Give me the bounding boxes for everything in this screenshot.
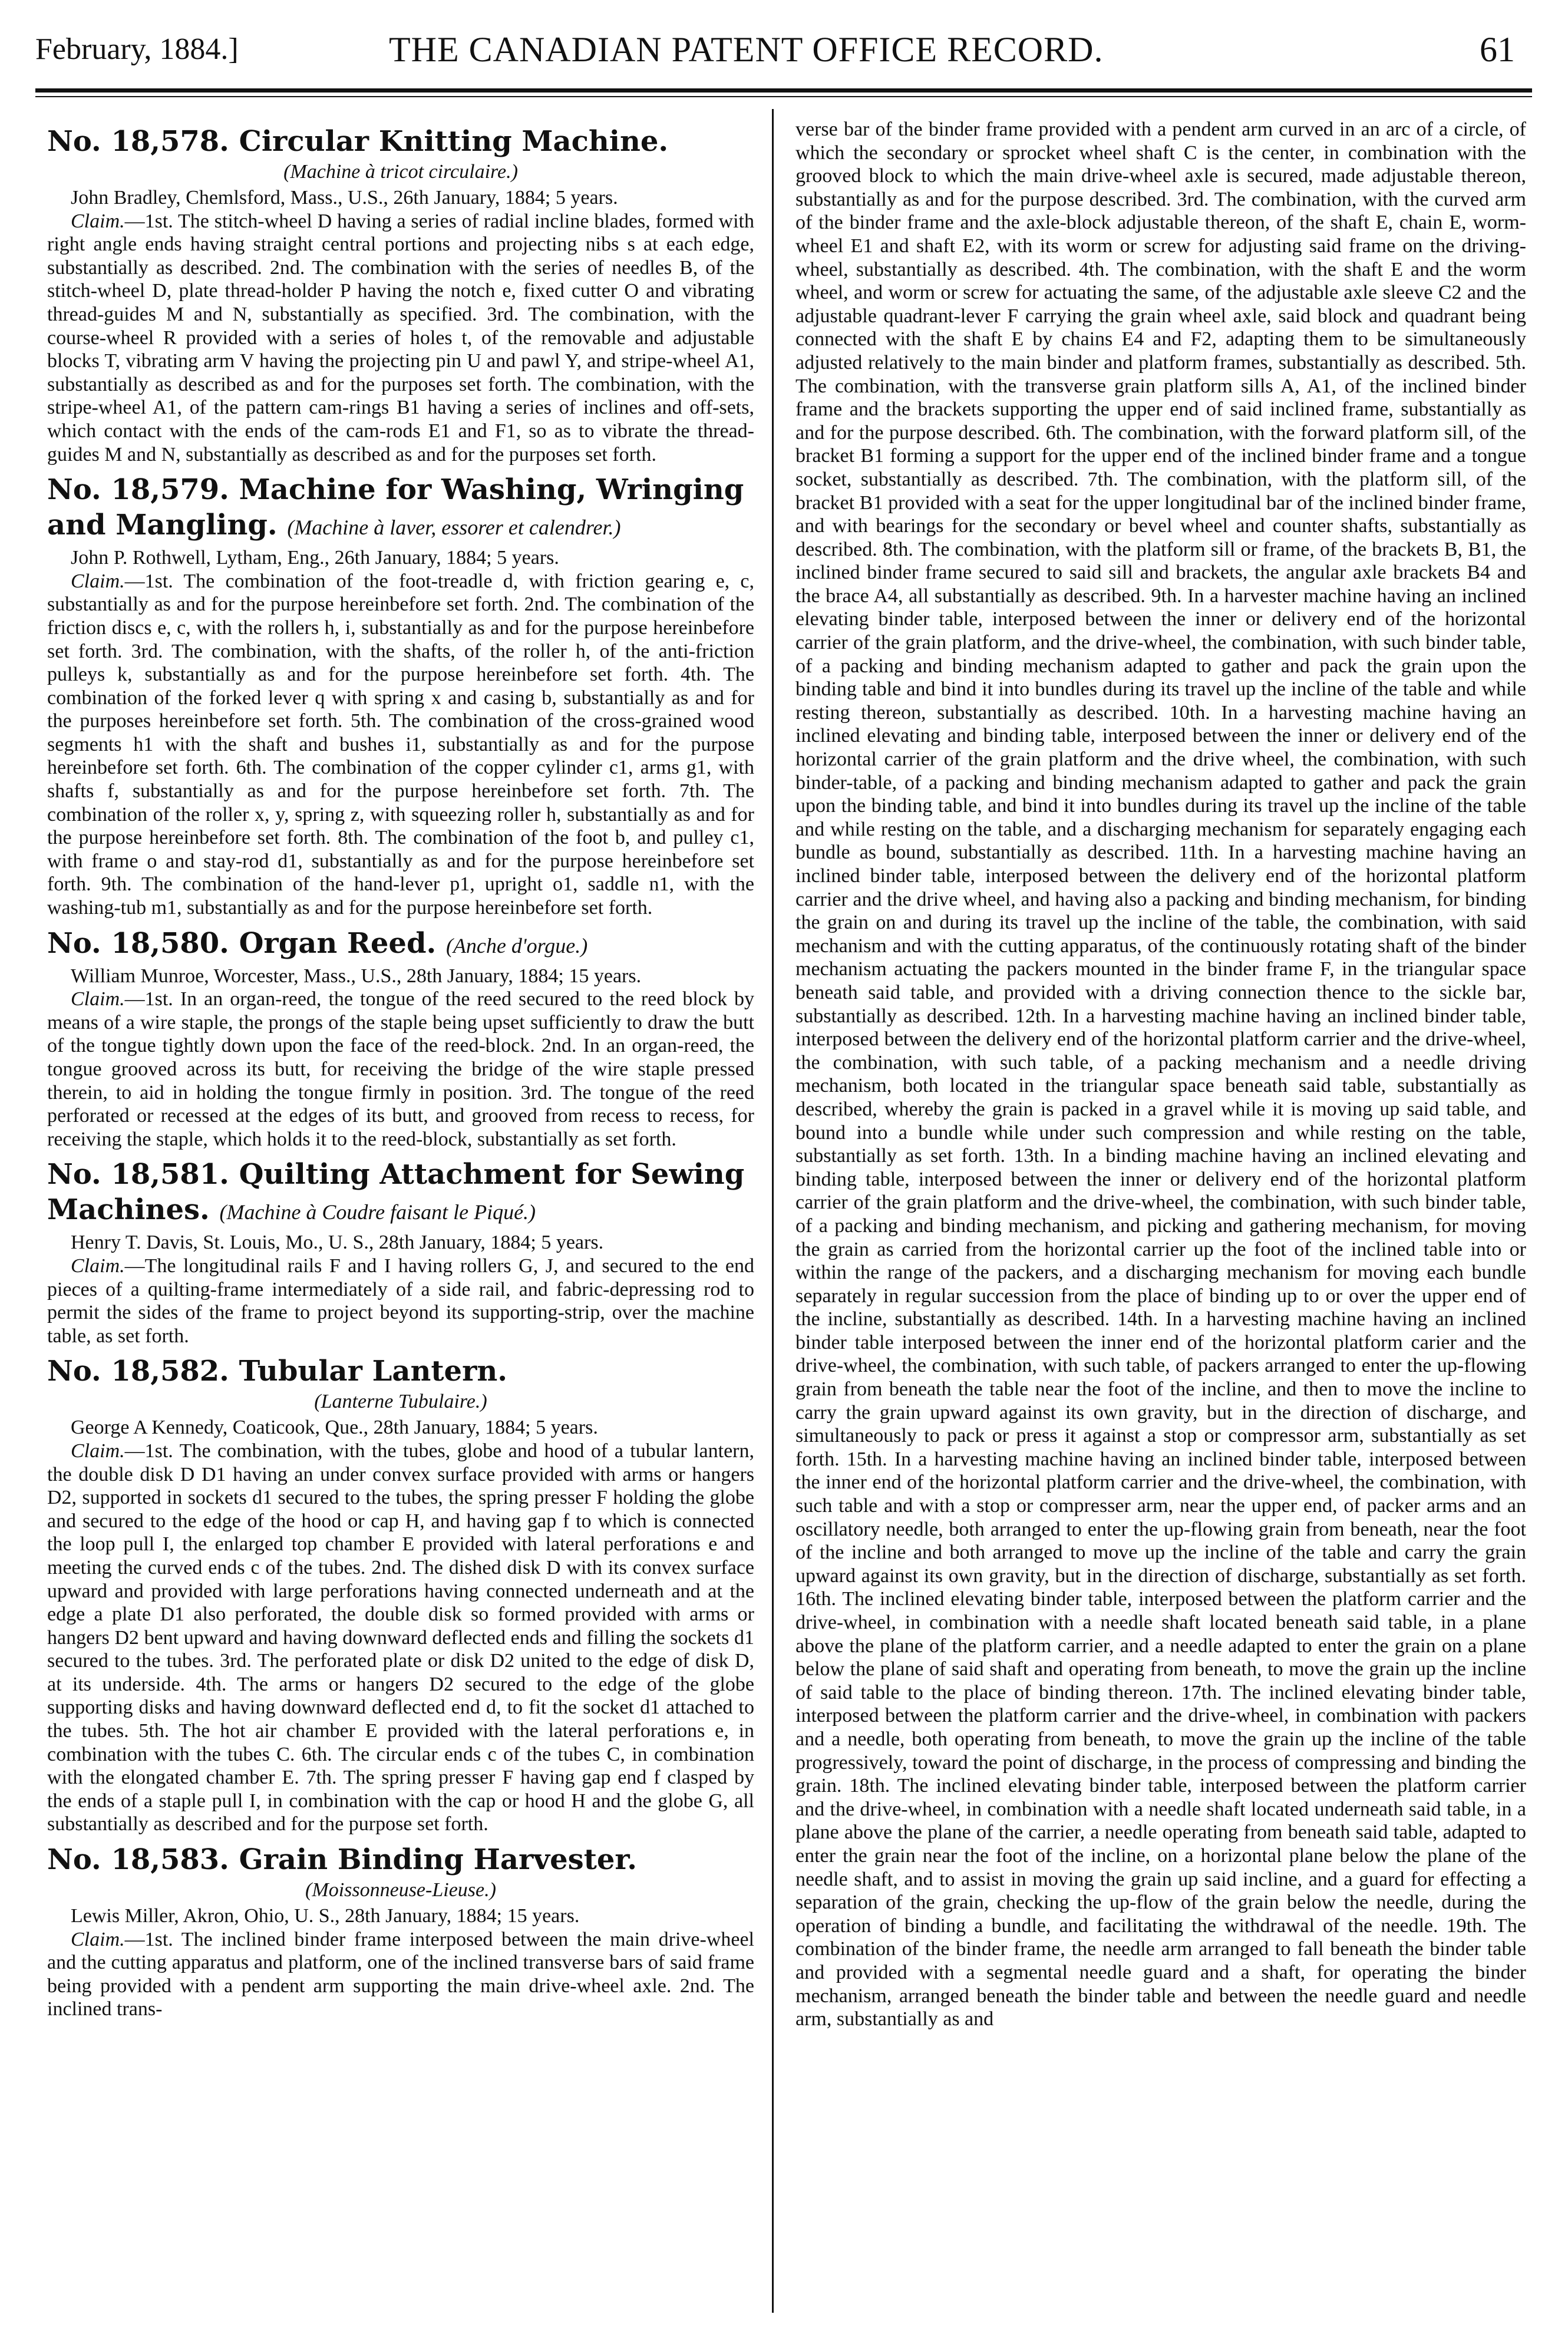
patent-claim	[47, 1440, 754, 1836]
page-number: 61	[1480, 30, 1515, 69]
patent-entry	[47, 1353, 754, 1836]
patent-heading	[47, 1157, 754, 1230]
patent-number: No. 18,582.	[47, 1355, 229, 1388]
patent-claim	[47, 988, 754, 1151]
patent-title: Circular Knitting Machine.	[239, 125, 669, 158]
patent-claim	[47, 1254, 754, 1348]
patent-heading	[47, 472, 754, 545]
claim-label: Claim.	[71, 210, 125, 232]
patent-heading	[47, 124, 754, 159]
claim-label: Claim.	[71, 1254, 125, 1277]
patent-inventor: William Munroe, Worcester, Mass., U.S., 28th January, 1884; 15 years.	[71, 965, 642, 987]
patent-heading	[47, 926, 754, 963]
patent-title: Grain Binding Harvester.	[239, 1843, 638, 1877]
patent-number: No. 18,580.	[47, 926, 229, 960]
patent-french-title: (Machine à tricot circulaire.)	[283, 161, 518, 183]
patent-french-title: (Moissonneuse-Lieuse.)	[305, 1879, 496, 1901]
patent-claim	[47, 1928, 754, 2021]
patent-inventor: John Bradley, Chemlsford, Mass., U.S., 26th January, 1884; 5 years.	[71, 187, 618, 209]
patent-title: Tubular Lantern.	[239, 1355, 507, 1388]
patent-number: No. 18,578.	[47, 125, 229, 158]
header-rule-thin	[35, 96, 1532, 97]
patent-entry	[47, 124, 754, 466]
claim-label: Claim.	[71, 1440, 125, 1462]
claim-text: —The longitudinal rails F and I having rollers G, J, and secured to the end pieces of a quilting-frame intermediately of a side rail, and fabric-depressing rod to permit the sides of the frame to project beyond its supporting-strip, over the machine table, as set forth.	[47, 1254, 754, 1347]
claim-continuation: verse bar of the binder frame provided with a pendent arm curved in an arc of a circle, of which the secondary or sprocket wheel shaft C is the center, in combination with the grooved block to which the main drive-wheel axle is secured, made adjustable thereon, substantially as and for the purpose described. 3rd. The combination, with the curved arm of the binder frame and the axle-block adjustable thereon, of the shaft E, chain E, worm-wheel E1 and shaft E2, with its worm or screw for adjusting said frame on the driving-wheel, substantially as described. 4th. The combination, with the shaft E and the worm wheel, and worm or screw for actuating the same, of the adjustable axle sleeve C2 and the adjustable quadrant-lever F carrying the grain wheel axle, said block and quadrant being connected with the shaft E by chains E4 and F2, adapting them to be simultaneously adjusted relatively to the main binder and platform frames, substantially as described. 5th. The combination, with the transverse grain platform sills A, A1, of the inclined binder frame and the brackets supporting the upper end of said inclined frame, substantially as and for the purpose described. 6th. The combination, with the forward platform sill, of the bracket B1 forming a support for the upper end of the inclined binder frame and a tongue socket, substantially as described. 7th. The combination, with the platform sill, of the bracket B1 provided with a seat for the upper longitudinal bar of the inclined binder frame, and with bearings for the secondary or bevel wheel and counter shafts, substantially as described. 8th. The combination, with the platform sill or frame, of the brackets B, B1, the inclined binder frame secured to said sill and brackets, the angular axle brackets B4 and the brace A4, all substantially as described. 9th. In a harvester machine having an inclined elevating binder table, interposed between the inner or delivery end of the horizontal carrier of the grain platform, and the drive-wheel, the combination, with such binder table, of a packing and binding mechanism adapted to gather and pack the grain upon the binding table and bind it into bundles during its travel up the incline of the table and while resting thereon, substantially as described. 10th. In a harvesting machine having an inclined elevating and binding table, interposed between the inner or delivery end of the horizontal carrier of the grain platform and the drive wheel, the combination, with such binder-table, of a packing and binding mechanism adapted to gather and pack the grain upon the binding table, and bind it into bundles during its travel up the incline of the table and while resting on the table, and a discharging mechanism for separately engaging each bundle as bound, substantially as described. 11th. In a harvesting machine having an inclined binder table, interposed between the delivery end of the horizontal platform carrier and the drive wheel, and having also a packing and binding mechanism, for binding the grain on and during its travel up the incline of the table, the combination, with said mechanism and with the cutting apparatus, of the continuously rotating shaft of the binder mechanism actuating the packers mounted in the binder frame F, in the triangular space beneath said table, and provided with a driving connection thence to the sickle bar, substantially as described. 12th. In a harvesting machine having an inclined binder table, interposed between the delivery end of the horizontal platform carrier and the drive-wheel, the combination, with such table, of a packing mechanism and a needle driving mechanism, both located in the triangular space beneath said table, substantially as described, whereby the grain is packed in a gravel while it is moving up said table, and bound into a bundle while under such compression and while resting on the table, substantially as set forth. 13th. In a binding machine having an inclined elevating and binding table, interposed between the inner or delivery end of the horizontal platform carrier of the grain platform and the drive-wheel, the combination, with such binder table, of a packing and binding mechanism, and picking and gathering mechanism, for moving the grain as carried from the horizontal carrier up the foot of the inclined table into or within the range of the packers, and a discharging mechanism for moving each bundle separately in regular succession from the place of binding up to or over the upper end of the incline, substantially as described. 14th. In a harvesting machine having an inclined binder table interposed between the inner end of the horizontal platform carier and the drive-wheel, the combination, with such table, of packers arranged to enter the up-flowing grain from beneath the table near the foot of the incline, and then to move the incline to carry the grain upward against its own gravity, but in the direction of discharge, and simultaneously to pack or press it against a stop or compressor arm, substantially as set forth. 15th. In a harvesting machine having an inclined binder table, interposed between the inner end of the horizontal platform carrier and the drive-wheel, the combination, with such table and with a stop or compresser arm, near the upper end, of packer arms and an oscillatory needle, both arranged to enter the up-flowing grain from beneath, near the foot of the incline and both arranged to move up the incline of the table and carry the grain upward against its own gravity, but in the direction of discharge, substantially as set forth. 16th. The inclined elevating binder table, interposed between the platform carrier and the drive-wheel, in combination with a needle shaft located beneath said table, in a plane above the plane of the platform carrier, and a needle adapted to enter the grain on a plane below the plane of said shaft and operating from beneath, to move the grain up the incline of said table to the place of binding thereon. 17th. The inclined elevating binder table, interposed between the platform carrier and the drive-wheel, in combination with packers and a needle, both operating from beneath, to move the grain up the incline of the table progressively, toward the point of discharge, in the process of compressing and binding the grain. 18th. The inclined elevating binder table, interposed between the platform carrier and the drive-wheel, in combination with a needle shaft located underneath said table, in a plane above the plane of the carrier, a needle operating from beneath said table, adapted to enter the grain near the foot of the incline, on a horizontal plane below the plane of the needle shaft, and to assist in moving the grain up said incline, and a guard for effecting a separation of the grain, checking the up-flow of the grain below the needle, during the operation of binding a bundle, and facilitating the withdrawal of the needle. 19th. The combination of the binder frame, the needle arm arranged to fall beneath the binder table and provided with a segmental needle guard and a shaft, for operating the binder mechanism, arranged beneath the binder table and between the needle guard and needle arm, substantially as and	[795, 118, 1526, 2031]
patent-inventor: Lewis Miller, Akron, Ohio, U. S., 28th January, 1884; 15 years.	[71, 1905, 580, 1927]
patent-french-title: (Anche d'orgue.)	[445, 933, 588, 958]
column-divider	[772, 109, 774, 2313]
patent-inventor: George A Kennedy, Coaticook, Que., 28th January, 1884; 5 years.	[71, 1417, 598, 1439]
right-column	[795, 118, 1526, 2316]
patent-entry	[47, 1842, 754, 2021]
patent-heading	[47, 1353, 754, 1389]
left-column	[47, 118, 754, 2316]
patent-french-title: (Lanterne Tubulaire.)	[314, 1391, 487, 1413]
patent-title: Organ Reed.	[239, 926, 437, 960]
patent-number: No. 18,579.	[47, 473, 229, 507]
patent-claim	[47, 210, 754, 467]
header-title: THE CANADIAN PATENT OFFICE RECORD.	[389, 30, 1104, 69]
patent-entry	[47, 1157, 754, 1348]
patent-number: No. 18,583.	[47, 1843, 229, 1877]
patent-number: No. 18,581.	[47, 1158, 229, 1191]
patent-french-title: (Machine à laver, essorer et calendrer.)	[287, 516, 621, 540]
claim-label: Claim.	[71, 988, 125, 1011]
patent-inventor: Henry T. Davis, St. Louis, Mo., U. S., 28th January, 1884; 5 years.	[71, 1232, 604, 1254]
patent-entry	[47, 472, 754, 920]
claim-label: Claim.	[71, 570, 125, 592]
patent-inventor: John P. Rothwell, Lytham, Eng., 26th January, 1884; 5 years.	[71, 547, 559, 569]
header-date: February, 1884.]	[35, 32, 239, 66]
patent-title: Quilting Attachment for Sewing Machines.	[47, 1158, 745, 1227]
claim-text: —1st. The inclined binder frame interposed between the main drive-wheel and the cutting apparatus and platform, one of the inclined transverse bars of said frame being provided with a pendent arm supporting the main drive-wheel axle. 2nd. The inclined trans-	[47, 1928, 754, 2021]
claim-text: —1st. In an organ-reed, the tongue of the reed secured to the reed block by means of a wire staple, the prongs of the staple being upset sufficiently to draw the butt of the tongue tightly down upon the face of the reed-block. 2nd. In an organ-reed, the tongue grooved across its butt, for receiving the bridge of the wire staple pressed therein, to aid in holding the tongue firmly in position. 3rd. The tongue of the reed perforated or recessed at the edges of its butt, and grooved from recess to recess, for receiving the staple, which holds it to the reed-block, substantially as set forth.	[47, 988, 754, 1150]
claim-label: Claim.	[71, 1928, 125, 1950]
patent-entry	[47, 926, 754, 1151]
claim-text: —1st. The combination of the foot-treadle d, with friction gearing e, c, substantially as and for the purpose hereinbefore set forth. 2nd. The combination of the friction discs e, c, with the rollers h, i, substantially as and for the purpose hereinbefore set forth. 3rd. The combination, with the shafts, of the roller h, of the anti-friction pulleys k, substantially as and for the purpose hereinbefore set forth. 4th. The combination of the forked lever q with spring x and casing b, substantially as and for the purposes hereinbefore set forth. 5th. The combination of the cross-grained wood segments h1 with the shaft and bushes i1, substantially as and for the purpose hereinbefore set forth. 6th. The combination of the copper cylinder c1, arms g1, with shafts f, substantially as and for the purpose hereinbefore set forth. 7th. The combination of the roller x, y, spring z, with squeezing roller h, substantially as and for the purpose hereinbefore set forth. 8th. The combination of the foot b, and pulley c1, with frame o and stay-rod d1, substantially as and for the purpose hereinbefore set forth. 9th. The combination of the hand-lever p1, upright o1, saddle n1, with the washing-tub m1, substantially as and for the purpose hereinbefore set forth.	[47, 570, 754, 919]
claim-text: —1st. The stitch-wheel D having a series of radial incline blades, formed with right angle ends having straight central portions and projecting nibs s at each edge, substantially as described. 2nd. The combination with the series of needles B, of the stitch-wheel D, plate thread-holder P having the notch e, fixed cutter O and vibrating thread-guides M and N, substantially as specified. 3rd. The combination, with the course-wheel R provided with a series of holes t, of the removable and adjustable blocks T, vibrating arm V having the projecting pin U and pawl Y, and stripe-wheel A1, substantially as described as and for the purposes set forth. The combination, with the stripe-wheel A1, of the pattern cam-rings B1 having a series of inclines and off-sets, which contact with the ends of the cam-rods E1 and F1, so as to vibrate the thread-guides M and N, substantially as described as and for the purposes set forth.	[47, 210, 754, 466]
header-rule-thick	[35, 88, 1532, 93]
patent-heading	[47, 1842, 754, 1877]
patent-title: Machine for Washing, Wringing and Mangling.	[47, 473, 744, 542]
patent-french-title: (Machine à Coudre faisant le Piqué.)	[219, 1200, 536, 1224]
patent-claim	[47, 570, 754, 920]
claim-text: —1st. The combination, with the tubes, globe and hood of a tubular lantern, the double disk D D1 having an under convex surface provided with arms or hangers D2, supported in sockets d1 secured to the tubes, the spring presser F holding the globe and secured to the edge of the hood or cap H, and having gap f to which is connected the loop pull I, the enlarged top chamber E provided with lateral perforations e and meeting the curved ends c of the tubes. 2nd. The dished disk D with its convex surface upward and provided with large perforations having connected underneath and at the edge a plate D1 also perforated, the double disk so formed provided with arms or hangers D2 bent upward and having downward deflected ends and filling the sockets d1 secured to the tubes. 3rd. The perforated plate or disk D2 united to the edge of disk D, at its underside. 4th. The arms or hangers D2 secured to the edge of the globe supporting disks and having downward deflected end d, to fit the socket d1 attached to the tubes. 5th. The hot air chamber E provided with the lateral perforations e, in combination with the tubes C. 6th. The circular ends c of the tubes C, in combination with the elongated chamber E. 7th. The spring presser F having gap end f clasped by the ends of a staple pull I, in combination with the cap or hood H and the globe G, all substantially as described and for the purpose set forth.	[47, 1440, 754, 1835]
